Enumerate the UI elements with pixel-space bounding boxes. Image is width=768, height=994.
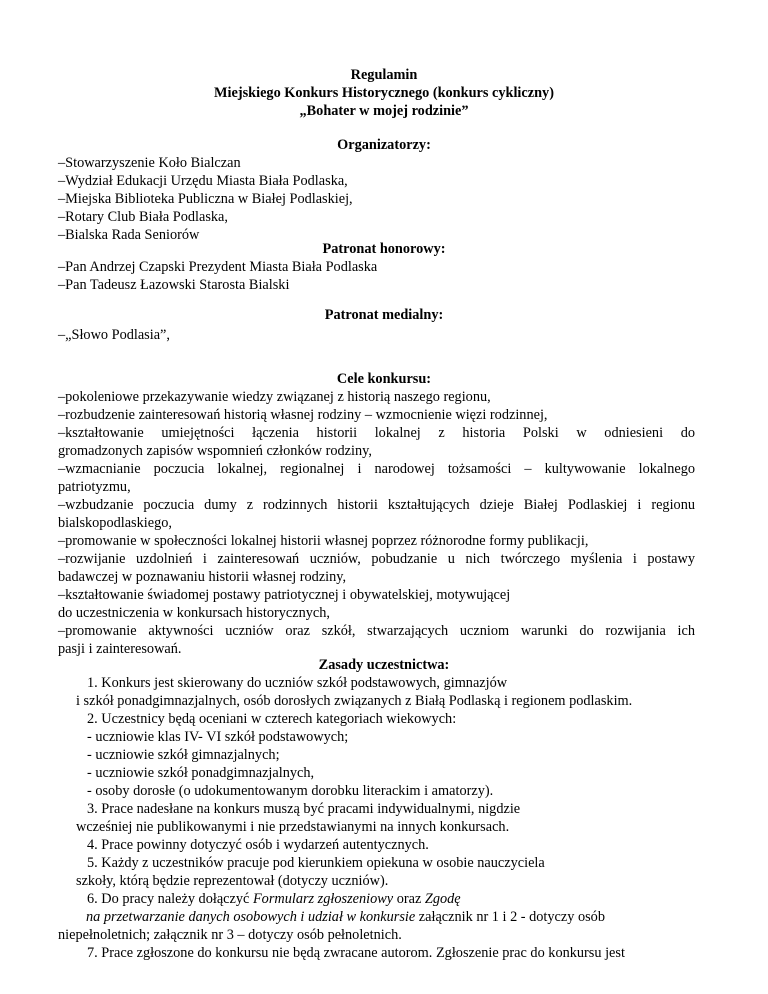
honorary-heading: Patronat honorowy: (322, 241, 446, 257)
honorary-item: –Pan Andrzej Czapski Prezydent Miasta Biała Podlaska (58, 259, 378, 275)
rule-line: wcześniej nie publikowanymi i nie przedstawianymi na innych konkursach. (76, 819, 510, 835)
goal-line: badawczej w poznawaniu historii własnej rodziny, (58, 569, 347, 585)
goal-line: –pokoleniowe przekazywanie wiedzy związanej z historią naszego regionu, (58, 389, 491, 405)
rule-line: - uczniowie szkół ponadgimnazjalnych, (87, 765, 315, 781)
goal-line: –wzmacnianie poczucia lokalnej, regionalnej i narodowej tożsamości – kultywowanie lokalnego (58, 461, 695, 477)
goal-line: –promowanie w społeczności lokalnej historii własnej poprzez różnorodne formy publikacji, (58, 533, 589, 549)
rule-line: 5. Każdy z uczestników pracuje pod kierunkiem opiekuna w osobie nauczyciela (87, 855, 545, 871)
honorary-item: –Pan Tadeusz Łazowski Starosta Bialski (58, 277, 290, 293)
goal-line: –rozwijanie uzdolnień i zainteresowań uczniów, pobudzanie u nich twórczego myślenia i postawy (58, 551, 695, 567)
doc-subtitle: Miejskiego Konkurs Historycznego (konkurs cykliczny) (214, 85, 554, 101)
goal-line: do uczestniczenia w konkursach historycznych, (58, 605, 330, 621)
rule-line: - osoby dorosłe (o udokumentowanym dorobku literackim i amatorzy). (87, 783, 494, 799)
rule-line: niepełnoletnich; załącznik nr 3 – dotyczy osób pełnoletnich. (58, 927, 402, 943)
rule-consent-name: Zgodę (424, 891, 461, 907)
rule-consent-detail: na przetwarzanie danych osobowych i udział w konkursie (86, 909, 416, 925)
media-heading: Patronat medialny: (324, 307, 444, 323)
doc-title: Regulamin (350, 67, 418, 83)
rule-text: oraz (393, 891, 425, 907)
goal-line: gromadzonych zapisów wspomnień członków rodziny, (58, 443, 372, 459)
goals-heading: Cele konkursu: (336, 371, 432, 387)
doc-contest-name: „Bohater w mojej rodzinie” (299, 103, 469, 119)
organizer-item: –Stowarzyszenie Koło Bialczan (58, 155, 241, 171)
rule-line: i szkół ponadgimnazjalnych, osób dorosłych związanych z Białą Podlaską i regionem podlaskim. (76, 693, 633, 709)
rule-form-name: Formularz zgłoszeniowy (252, 891, 394, 907)
rule-line: 1. Konkurs jest skierowany do uczniów szkół podstawowych, gimnazjów (87, 675, 508, 691)
organizer-item: –Wydział Edukacji Urzędu Miasta Biała Podlaska, (58, 173, 348, 189)
rule-text: załącznik nr 1 i 2 - dotyczy osób (415, 909, 605, 925)
goal-line: pasji i zainteresowań. (58, 641, 182, 657)
rule-line: 2. Uczestnicy będą oceniani w czterech kategoriach wiekowych: (87, 711, 457, 727)
goal-line: –promowanie aktywności uczniów oraz szkół, stwarzających uczniom warunki do rozwijania ich (58, 623, 695, 639)
rule-line: 3. Prace nadesłane na konkurs muszą być pracami indywidualnymi, nigdzie (87, 801, 521, 817)
media-item: –„Słowo Podlasia”, (58, 327, 170, 343)
rule-line: - uczniowie klas IV- VI szkół podstawowych; (87, 729, 349, 745)
goal-line: –rozbudzenie zainteresowań historią własnej rodziny – wzmocnienie więzi rodzinnej, (58, 407, 548, 423)
rule-line-attachments (87, 890, 461, 908)
organizers-heading: Organizatorzy: (337, 137, 431, 153)
rules-heading: Zasady uczestnictwa: (318, 657, 450, 673)
rule-text: 6. Do pracy należy dołączyć (87, 891, 253, 907)
goal-line: –wzbudzanie poczucia dumy z rodzinnych historii kształtujących dzieje Białej Podlaskiej i regionu (58, 497, 695, 513)
organizer-item: –Rotary Club Biała Podlaska, (58, 209, 228, 225)
rule-line: szkoły, którą będzie reprezentował (dotyczy uczniów). (76, 873, 389, 889)
goal-line: –kształtowanie świadomej postawy patriotycznej i obywatelskiej, motywującej (58, 587, 511, 603)
goal-line: –kształtowanie umiejętności łączenia historii lokalnej z historia Polski w odniesieni do (58, 425, 695, 441)
goal-line: bialskopodlaskiego, (58, 515, 172, 531)
goal-line: patriotyzmu, (58, 479, 131, 495)
organizer-item: –Miejska Biblioteka Publiczna w Białej Podlaskiej, (58, 191, 353, 207)
rule-line: 7. Prace zgłoszone do konkursu nie będą zwracane autorom. Zgłoszenie prac do konkursu jest (87, 945, 625, 961)
organizer-item: –Bialska Rada Seniorów (58, 227, 200, 243)
rule-line-consent (86, 908, 605, 926)
rule-line: 4. Prace powinny dotyczyć osób i wydarzeń autentycznych. (87, 837, 429, 853)
rule-line: - uczniowie szkół gimnazjalnych; (87, 747, 280, 763)
